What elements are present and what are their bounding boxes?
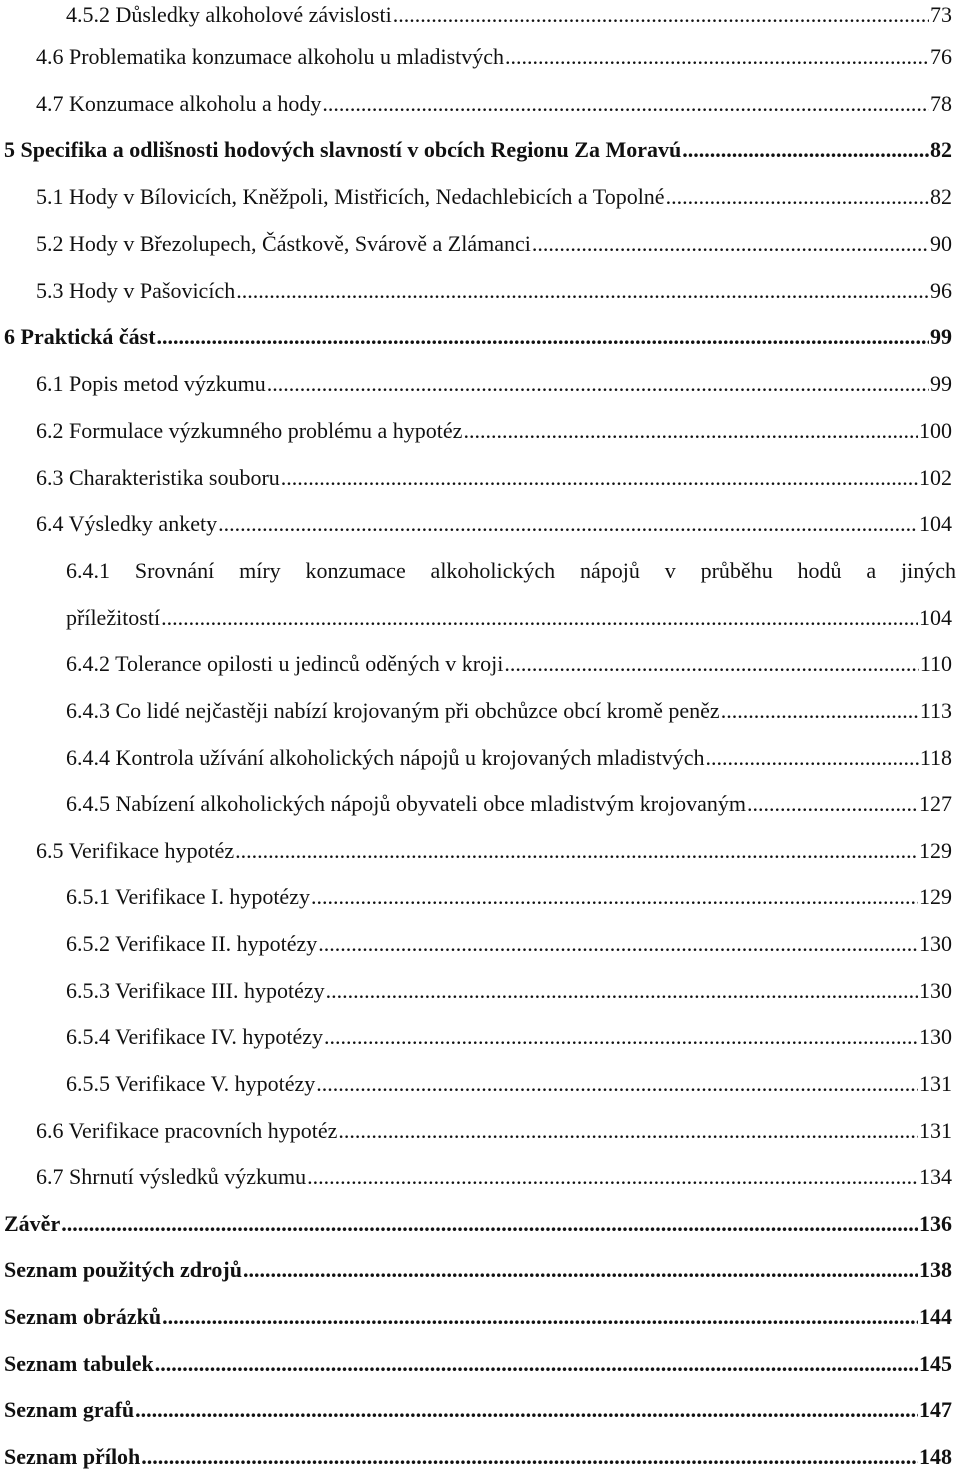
toc-page-number: 134 [919,1164,952,1189]
toc-entry-title: 6.3 Charakteristika souboru [36,465,280,490]
toc-entry-4-6[interactable] [36,42,952,72]
toc-entry-title: Seznam obrázků [4,1304,162,1329]
toc-dot-leader [267,369,929,399]
toc-dot-leader [322,89,929,119]
toc-page-number: 130 [919,1024,952,1049]
toc-page-number: 110 [919,651,952,676]
toc-entry-title: 4.7 Konzumace alkoholu a hody [36,91,322,116]
toc-dot-leader [235,836,918,866]
toc-entry-6-5[interactable] [36,836,952,866]
toc-page-number: 129 [919,838,952,863]
toc-entry-title: Seznam příloh [4,1444,141,1469]
toc-page-number: 131 [919,1118,952,1143]
toc-dot-leader [135,1395,918,1425]
toc-dot-leader [747,789,918,819]
toc-entry-title: 6.5.1 Verifikace I. hypotézy [66,884,310,909]
toc-page-number: 136 [919,1211,952,1236]
toc-entry-title: 6.6 Verifikace pracovních hypotéz [36,1118,338,1143]
toc-entry-5-3[interactable] [36,276,952,306]
toc-entry-chapter-6[interactable] [4,322,952,352]
toc-entry-seznam-grafu[interactable] [4,1395,952,1425]
toc-entry-title: 6.4.2 Tolerance opilosti u jedinců oděných v kroji [66,651,504,676]
toc-dot-leader [155,1349,918,1379]
toc-dot-leader [705,743,918,773]
toc-entry-title: 6.4 Výsledky ankety [36,511,218,536]
toc-entry-6-4-1-line-1[interactable]: 6.4.1 Srovnání míry konzumace alkoholických nápojů v průběhu hodů a jiných [66,558,956,583]
toc-page-number: 90 [930,231,952,256]
toc-page-number: 96 [930,278,952,303]
toc-entry-title: Seznam tabulek [4,1351,154,1376]
toc-entry-6-5-3[interactable] [66,976,952,1006]
toc-entry-title: 5.2 Hody v Březolupech, Částkově, Svárově a Zlámanci [36,231,531,256]
toc-entry-6-3[interactable] [36,463,952,493]
toc-entry-chapter-5[interactable] [4,135,952,165]
toc-dot-leader [318,929,918,959]
toc-page-number: 130 [919,931,952,956]
toc-page-number: 76 [930,44,952,69]
toc-page-number: 99 [930,324,952,349]
toc-page-number: 138 [919,1257,952,1282]
toc-entry-6-5-5[interactable] [66,1069,952,1099]
toc-dot-leader [141,1442,918,1472]
toc-entry-seznam-priloh[interactable] [4,1442,952,1472]
toc-dot-leader [326,976,918,1006]
toc-dot-leader [324,1022,918,1052]
toc-dot-leader [307,1162,918,1192]
toc-dot-leader [463,416,918,446]
toc-entry-title: Závěr [4,1211,61,1236]
toc-entry-title: 6.4.3 Co lidé nejčastěji nabízí krojovaným při obchůzce obcí kromě peněz [66,698,720,723]
toc-entry-title: 5.1 Hody v Bílovicích, Kněžpoli, Mistřicích, Nedachlebicích a Topolné [36,184,665,209]
toc-entry-6-4-5[interactable] [66,789,952,819]
toc-entry-title: Seznam použitých zdrojů [4,1257,242,1282]
toc-page-number: 102 [919,465,952,490]
toc-entry-title: 6.2 Formulace výzkumného problému a hypotéz [36,418,463,443]
toc-dot-leader [218,509,918,539]
toc-page-number: 144 [919,1304,952,1329]
toc-page-number: 147 [919,1397,952,1422]
toc-dot-leader [243,1255,918,1285]
toc-page-number: 104 [919,511,952,536]
toc-entry-seznam-obrazku[interactable] [4,1302,952,1332]
toc-page-number: 100 [919,418,952,443]
toc-dot-leader [504,649,918,679]
toc-entry-seznam-tabulek[interactable] [4,1349,952,1379]
toc-entry-zaver[interactable] [4,1209,952,1239]
toc-entry-5-2[interactable] [36,229,952,259]
toc-page-number: 73 [930,2,952,27]
toc-page-number: 82 [930,184,952,209]
toc-dot-leader [532,229,929,259]
toc-entry-6-4-3[interactable] [66,696,952,726]
toc-page-number: 99 [930,371,952,396]
toc-entry-title: 6.4.5 Nabízení alkoholických nápojů obyvateli obce mladistvým krojovaným [66,791,747,816]
toc-dot-leader [281,463,918,493]
toc-dot-leader [666,182,929,212]
toc-dot-leader [161,603,918,633]
toc-dot-leader [157,322,929,352]
toc-entry-title: příležitostí [66,605,161,630]
toc-entry-title: 6.5 Verifikace hypotéz [36,838,235,863]
toc-entry-6-2[interactable] [36,416,952,446]
toc-entry-title: 4.6 Problematika konzumace alkoholu u mladistvých [36,44,505,69]
toc-entry-title: 6.5.4 Verifikace IV. hypotézy [66,1024,324,1049]
toc-page-number: 118 [919,745,952,770]
toc-entry-title: 6.5.2 Verifikace II. hypotézy [66,931,318,956]
toc-dot-leader [721,696,919,726]
toc-page-number: 145 [919,1351,952,1376]
toc-entry-6-4-2[interactable] [66,649,952,679]
toc-entry-title: 6.5.3 Verifikace III. hypotézy [66,978,325,1003]
toc-entry-title: 6.1 Popis metod výzkumu [36,371,266,396]
toc-entry-title: 6 Praktická část [4,324,156,349]
toc-entry-6-7[interactable] [36,1162,952,1192]
toc-entry-title: 6.4.4 Kontrola užívání alkoholických nápojů u krojovaných mladistvých [66,745,705,770]
toc-dot-leader [61,1209,918,1239]
toc-page-number: 148 [919,1444,952,1469]
toc-entry-6-4-4[interactable] [66,743,952,773]
toc-entry-title: Seznam grafů [4,1397,135,1422]
toc-dot-leader [236,276,929,306]
toc-entry-title: 5.3 Hody v Pašovicích [36,278,236,303]
toc-page-number: 78 [930,91,952,116]
toc-entry-6-4[interactable] [36,509,952,539]
toc-page-number: 127 [919,791,952,816]
toc-dot-leader [393,0,929,30]
toc-page-number: 129 [919,884,952,909]
toc-dot-leader [338,1116,918,1146]
toc-entry-seznam-zdroju[interactable] [4,1255,952,1285]
toc-entry-5-1[interactable] [36,182,952,212]
toc-entry-title: 6.7 Shrnutí výsledků výzkumu [36,1164,307,1189]
toc-entry-6-1[interactable] [36,369,952,399]
toc-entry-6-5-2[interactable] [66,929,952,959]
toc-dot-leader [162,1302,918,1332]
toc-page-number: 131 [919,1071,952,1096]
toc-entry-6-6[interactable] [36,1116,952,1146]
toc-dot-leader [682,135,929,165]
toc-entry-6-5-4[interactable] [66,1022,952,1052]
toc-entry-6-4-1-line-2[interactable] [66,603,952,633]
toc-entry-4-5-2[interactable] [66,0,952,30]
toc-entry-title: 4.5.2 Důsledky alkoholové závislosti [66,2,392,27]
toc-entry-title: 5 Specifika a odlišnosti hodových slavností v obcích Regionu Za Moravú [4,137,682,162]
toc-page-number: 130 [919,978,952,1003]
toc-dot-leader [505,42,929,72]
toc-entry-6-5-1[interactable] [66,882,952,912]
toc-dot-leader [316,1069,918,1099]
toc-page-number: 82 [930,137,952,162]
toc-entry-title: 6.5.5 Verifikace V. hypotézy [66,1071,316,1096]
toc-page-number: 104 [919,605,952,630]
toc-page-number: 113 [919,698,952,723]
toc-entry-4-7[interactable] [36,89,952,119]
toc-dot-leader [311,882,918,912]
